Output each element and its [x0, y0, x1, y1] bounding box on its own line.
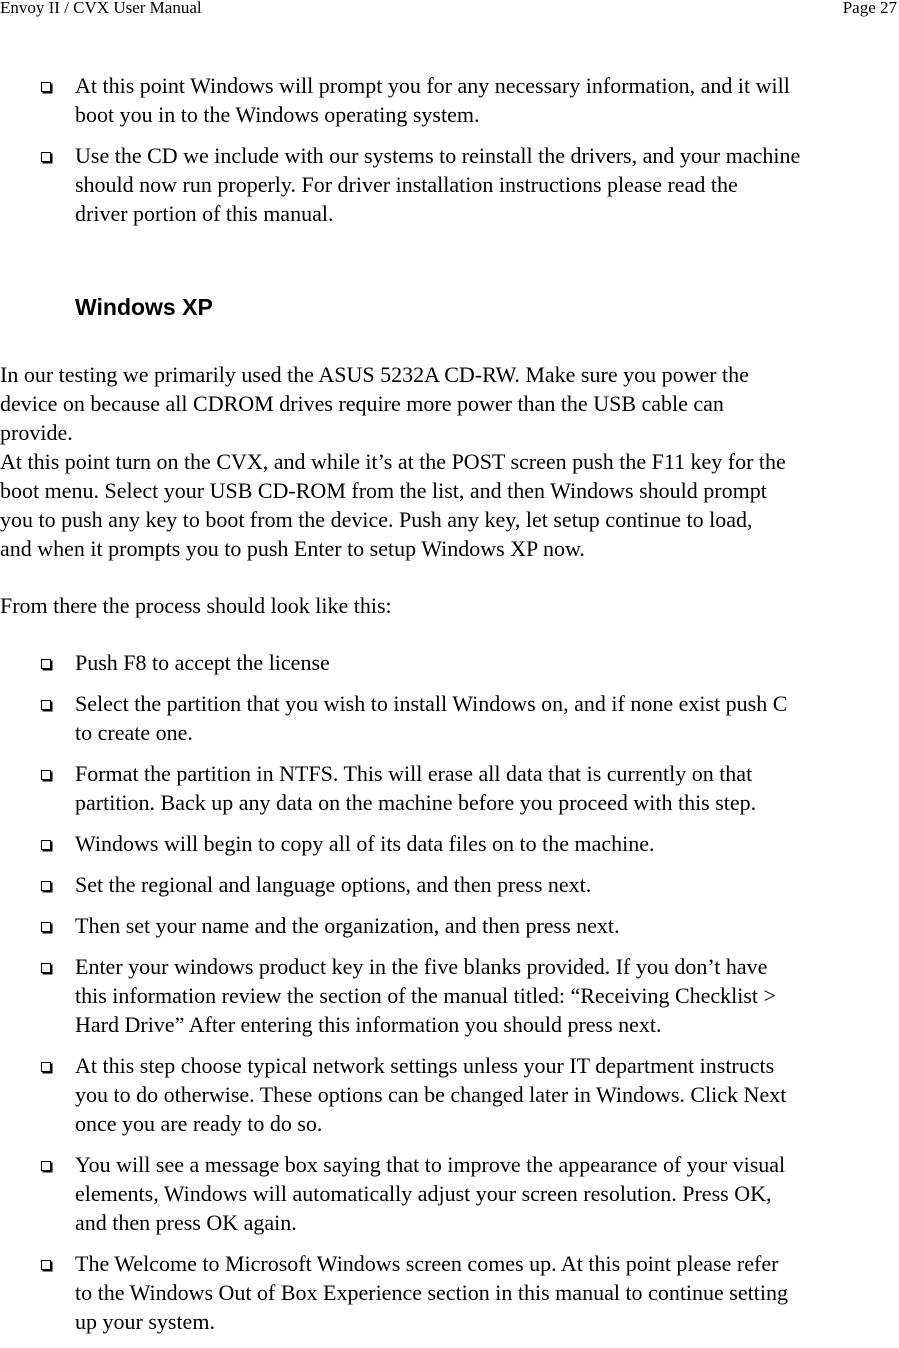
list-item [0, 1051, 899, 1138]
list-item-text-line: partition. Back up any data on the machine before you proceed with this step. [75, 790, 757, 815]
paragraph-line: provide. [0, 420, 73, 445]
section-heading: Windows XP [75, 294, 213, 320]
list-item [0, 71, 899, 129]
list-item-text-line: driver portion of this manual. [75, 201, 334, 226]
list-item-text-line: to create one. [75, 720, 193, 745]
list-item-text-line: to the Windows Out of Box Experience section in this manual to continue setting [75, 1280, 788, 1305]
install-steps-list [0, 648, 899, 1348]
list-item-text-line: Hard Drive” After entering this information you should press next. [75, 1012, 662, 1037]
list-item-text-line: The Welcome to Microsoft Windows screen comes up. At this point please refer [75, 1251, 779, 1276]
checkbox-bullet-icon [41, 700, 51, 710]
list-item-text-line: up your system. [75, 1309, 215, 1334]
list-item [0, 648, 899, 677]
list-item [0, 870, 899, 899]
list-item-text-line: you to do otherwise. These options can be changed later in Windows. Click Next [75, 1082, 787, 1107]
list-item-text-line: You will see a message box saying that to improve the appearance of your visual [75, 1152, 786, 1177]
paragraph-line: device on because all CDROM drives require more power than the USB cable can [0, 391, 724, 416]
list-item-text-line: Use the CD we include with our systems to reinstall the drivers, and your machine [75, 143, 801, 168]
paragraph-line: you to push any key to boot from the device. Push any key, let setup continue to load, [0, 507, 753, 532]
list-item-text-line: this information review the section of the manual titled: “Receiving Checklist > [75, 983, 776, 1008]
list-item [0, 952, 899, 1039]
list-item-text-line: Enter your windows product key in the five blanks provided. If you don’t have [75, 954, 768, 979]
paragraph-line: and when it prompts you to push Enter to setup Windows XP now. [0, 536, 585, 561]
list-item [0, 1249, 899, 1336]
list-item [0, 141, 899, 228]
list-item-text-line: Then set your name and the organization, and then press next. [75, 913, 620, 938]
list-item-text-line: Format the partition in NTFS. This will erase all data that is currently on that [75, 761, 753, 786]
list-item-text-line: Set the regional and language options, and then press next. [75, 872, 592, 897]
page-number: Page 27 [842, 0, 897, 17]
list-item-text-line: once you are ready to do so. [75, 1111, 323, 1136]
list-item [0, 759, 899, 817]
checkbox-bullet-icon [41, 1161, 51, 1171]
checkbox-bullet-icon [41, 963, 51, 973]
paragraph-line: In our testing we primarily used the ASUS 5232A CD-RW. Make sure you power the [0, 362, 749, 387]
list-item-text-line: Windows will begin to copy all of its data files on to the machine. [75, 831, 655, 856]
list-item-text-line: At this step choose typical network settings unless your IT department instructs [75, 1053, 775, 1078]
paragraph-line: boot menu. Select your USB CD-ROM from the list, and then Windows should prompt [0, 478, 767, 503]
checkbox-bullet-icon [41, 152, 51, 162]
list-item [0, 1150, 899, 1237]
list-item [0, 829, 899, 858]
top-bullet-list [0, 71, 899, 240]
list-item-text-line: should now run properly. For driver installation instructions please read the [75, 172, 738, 197]
checkbox-bullet-icon [41, 1260, 51, 1270]
document-title: Envoy II / CVX User Manual [0, 0, 202, 17]
checkbox-bullet-icon [41, 659, 51, 669]
list-item-text-line: boot you in to the Windows operating system. [75, 102, 480, 127]
checkbox-bullet-icon [41, 82, 51, 92]
list-item-text-line: and then press OK again. [75, 1210, 297, 1235]
checkbox-bullet-icon [41, 1062, 51, 1072]
list-item-text-line: Select the partition that you wish to install Windows on, and if none exist push C [75, 691, 788, 716]
checkbox-bullet-icon [41, 922, 51, 932]
list-item-text-line: At this point Windows will prompt you for any necessary information, and it will [75, 73, 790, 98]
intro-paragraph [0, 360, 786, 563]
list-item [0, 689, 899, 747]
list-item [0, 911, 899, 940]
list-item-text-line: Push F8 to accept the license [75, 650, 330, 675]
paragraph-line: At this point turn on the CVX, and while it’s at the POST screen push the F11 key for the [0, 449, 786, 474]
process-intro: From there the process should look like this: [0, 593, 392, 618]
checkbox-bullet-icon [41, 840, 51, 850]
checkbox-bullet-icon [41, 770, 51, 780]
page-header [0, 0, 899, 22]
list-item-text-line: elements, Windows will automatically adjust your screen resolution. Press OK, [75, 1181, 772, 1206]
checkbox-bullet-icon [41, 881, 51, 891]
